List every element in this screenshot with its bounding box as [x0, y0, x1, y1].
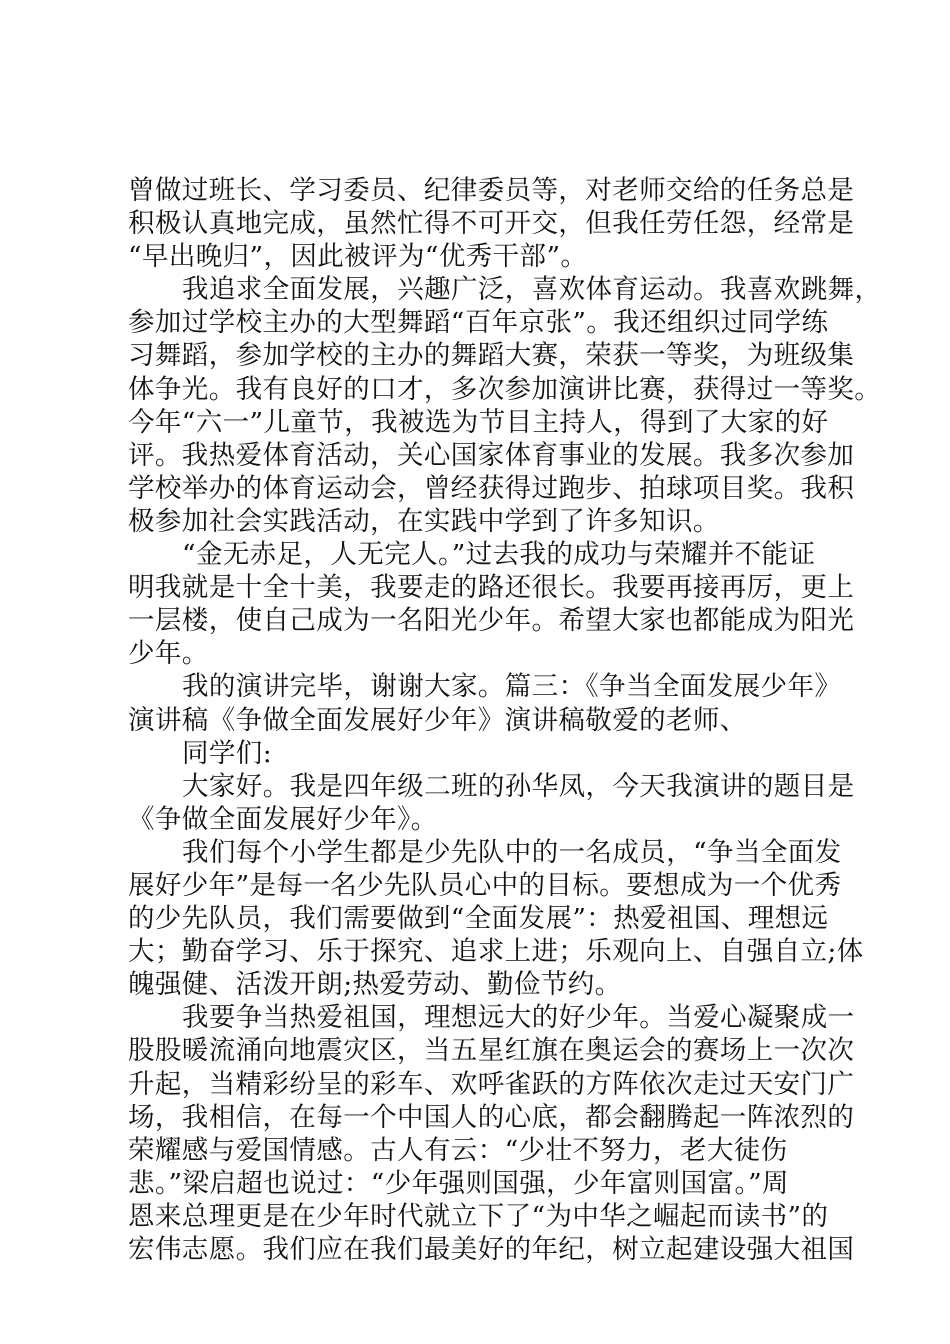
text-line: 明我就是十全十美，我要走的路还很长。我要再接再厉，更上	[128, 572, 855, 604]
text-line: 展好少年”是每一名少先队员心中的目标。要想成为一个优秀	[128, 869, 842, 901]
text-line: 的少先队员，我们需要做到“全面发展”：热爱祖国、理想远	[128, 903, 829, 935]
text-line: 荣耀感与爱国情感。古人有云：“少壮不努力，老大徒伤	[128, 1134, 788, 1166]
text-line: 悲。”梁启超也说过：“少年强则国强，少年富则国富。”周	[128, 1167, 789, 1199]
text-line: 今年“六一”儿童节，我被选为节目主持人，得到了大家的好	[128, 406, 829, 438]
text-line: 我的演讲完毕，谢谢大家。篇三：《争当全面发展少年》	[182, 671, 842, 703]
text-line: 曾做过班长、学习委员、纪律委员等，对老师交给的任务总是	[128, 175, 855, 206]
text-line: 魄强健、活泼开朗;热爱劳动、勤俭节约。	[128, 969, 622, 1001]
text-line: 习舞蹈，参加学校的主办的舞蹈大赛，荣获一等奖，为班级集	[128, 340, 855, 372]
text-line: 《争做全面发展好少年》。	[128, 803, 438, 835]
text-line: 股股暖流涌向地震灾区，当五星红旗在奥运会的赛场上一次次	[128, 1035, 855, 1067]
text-line: 演讲稿《争做全面发展好少年》演讲稿敬爱的老师、	[128, 704, 747, 736]
text-line: 大；勤奋学习、乐于探究、追求上进；乐观向上、自强自立;体	[128, 936, 864, 968]
text-line: 同学们:	[182, 737, 273, 769]
text-line: 极参加社会实践活动，在实践中学到了许多知识。	[128, 505, 720, 537]
text-line: 升起，当精彩纷呈的彩车、欢呼雀跃的方阵依次走过天安门广	[128, 1068, 855, 1100]
text-line: 积极认真地完成，虽然忙得不可开交，但我任劳任怨，经常是	[128, 208, 855, 240]
text-line: 参加过学校主办的大型舞蹈“百年京张”。我还组织过同学练	[128, 307, 829, 339]
text-line: 评。我热爱体育活动，关心国家体育事业的发展。我多次参加	[128, 439, 855, 471]
text-line: 少年。	[128, 638, 209, 670]
body-text	[128, 174, 882, 1266]
text-line: 场，我相信，在每一个中国人的心底，都会翻腾起一阵浓烈的	[128, 1101, 855, 1133]
text-line: “早出晚归”，因此被评为“优秀干部”。	[128, 241, 588, 273]
text-line: 大家好。我是四年级二班的孙华凤，今天我演讲的题目是	[182, 770, 855, 802]
text-line: 我们每个小学生都是少先队中的一名成员，“争当全面发	[182, 836, 842, 868]
text-line: 一层楼，使自己成为一名阳光少年。希望大家也都能成为阳光	[128, 605, 855, 637]
text-line: “金无赤足，人无完人。”过去我的成功与荣耀并不能证	[182, 539, 816, 571]
text-line: 宏伟志愿。我们应在我们最美好的年纪，树立起建设强大祖国	[128, 1234, 855, 1265]
text-line: 恩来总理更是在少年时代就立下了“为中华之崛起而读书”的	[128, 1200, 829, 1232]
text-line: 体争光。我有良好的口才，多次参加演讲比赛，获得过一等奖。	[128, 373, 882, 405]
text-line: 学校举办的体育运动会，曾经获得过跑步、拍球项目奖。我积	[128, 472, 855, 504]
text-line: 我要争当热爱祖国，理想远大的好少年。当爱心凝聚成一	[182, 1002, 855, 1034]
text-line: 我追求全面发展，兴趣广泛，喜欢体育运动。我喜欢跳舞，	[182, 274, 882, 306]
